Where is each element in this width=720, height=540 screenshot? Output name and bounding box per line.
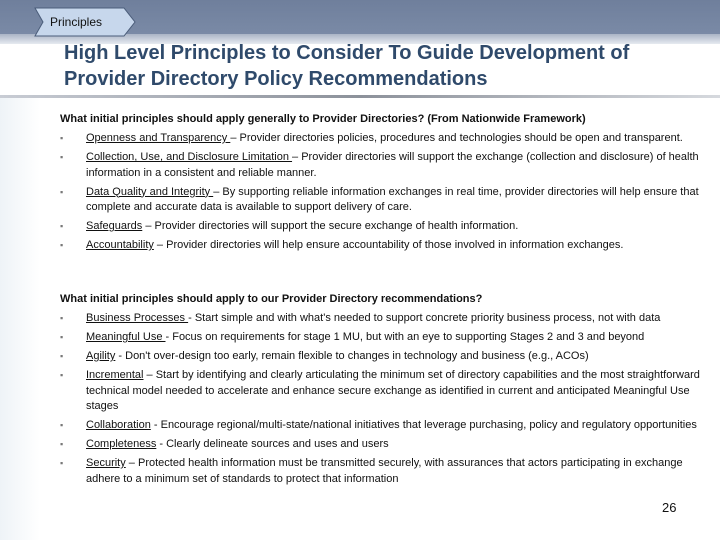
section-question: What initial principles should apply to our Provider Directory recommendations?: [60, 293, 483, 305]
principle-description: - Clearly delineate sources and uses and users: [156, 438, 389, 450]
principle-list: [60, 131, 705, 254]
page-number: 26: [662, 500, 677, 515]
principle-term: Security: [86, 457, 126, 469]
principle-description: - Focus on requirements for stage 1 MU, but with an eye to supporting Stages 2 and 3 and beyond: [165, 331, 645, 343]
principle-term: Completeness: [86, 438, 157, 450]
section-tab: [34, 7, 136, 37]
section-general: [60, 111, 705, 257]
principle-term: Incremental: [86, 369, 144, 381]
principle-description: - Start simple and with what's needed to support concrete priority business process, not with data: [188, 312, 661, 324]
bullet-icon: ▪: [60, 133, 64, 143]
principle-term: Collaboration: [86, 419, 151, 431]
section-question: What initial principles should apply generally to Provider Directories? (From Nationwide Framework): [60, 113, 586, 125]
list-item: [60, 330, 705, 346]
section-recommendations: [60, 291, 705, 491]
principle-description: – Provider directories will support the exchange (collection and disclosure) of health information in a consistent and reliable manner.: [86, 151, 699, 179]
title-line-1: High Level Principles to Consider To Guide Development of: [64, 42, 630, 64]
principle-description: – Provider directories will help ensure accountability of those involved in information exchanges.: [153, 239, 624, 251]
bullet-icon: ▪: [60, 420, 64, 430]
principle-description: - Encourage regional/multi-state/national initiatives that leverage purchasing, policy and regulatory opportunities: [150, 419, 697, 431]
list-item: [60, 437, 705, 453]
bullet-icon: ▪: [60, 240, 64, 250]
list-item: [60, 456, 705, 487]
bullet-icon: ▪: [60, 370, 64, 380]
principle-description: – Start by identifying and clearly articulating the minimum set of directory capabilities and the most straightforward technical model needed to accelerate and enhance secure exchange as identified in current and anticipated Meaningful Use stages: [86, 369, 700, 412]
list-item: [60, 238, 705, 254]
list-item: [60, 349, 705, 365]
bullet-icon: ▪: [60, 152, 64, 162]
list-item: [60, 219, 705, 235]
left-decor-strip: [0, 98, 40, 540]
principle-term: Safeguards: [86, 220, 143, 232]
title-line-2: Provider Directory Policy Recommendations: [64, 68, 488, 90]
principle-description: – By supporting reliable information exchanges in real time, provider directories will help ensure that complete and accurate data is available to support delivery of care.: [86, 185, 699, 213]
principle-term: Meaningful Use: [86, 331, 166, 343]
bullet-icon: ▪: [60, 351, 64, 361]
principle-term: Openness and Transparency: [86, 132, 231, 144]
title-divider: [0, 95, 720, 98]
bullet-icon: ▪: [60, 221, 64, 231]
list-item: [60, 311, 705, 327]
principle-description: - Don't over-design too early, remain flexible to changes in technology and business (e.g., ACOs): [115, 350, 589, 362]
principle-term: Agility: [86, 350, 116, 362]
list-item: [60, 185, 705, 216]
bullet-icon: ▪: [60, 439, 64, 449]
principle-term: Business Processes: [86, 312, 189, 324]
principle-description: – Provider directories policies, procedures and technologies should be open and transparent.: [230, 132, 683, 144]
bullet-icon: ▪: [60, 313, 64, 323]
list-item: [60, 131, 705, 147]
bullet-icon: ▪: [60, 458, 64, 468]
list-item: [60, 418, 705, 434]
page-title: [64, 40, 714, 92]
list-item: [60, 150, 705, 181]
principle-term: Data Quality and Integrity: [86, 185, 214, 198]
bullet-icon: ▪: [60, 186, 64, 197]
bullet-icon: ▪: [60, 332, 64, 342]
principle-list: [60, 311, 705, 487]
principle-term: Collection, Use, and Disclosure Limitation: [86, 151, 293, 163]
principle-description: – Protected health information must be transmitted securely, with assurances that actors participating in exchange adhere to a minimum set of standards to protect that information: [86, 457, 683, 485]
principle-term: Accountability: [86, 239, 154, 251]
section-tab-label: Principles: [50, 15, 103, 29]
list-item: [60, 368, 705, 415]
principle-description: – Provider directories will support the secure exchange of health information.: [142, 220, 519, 232]
